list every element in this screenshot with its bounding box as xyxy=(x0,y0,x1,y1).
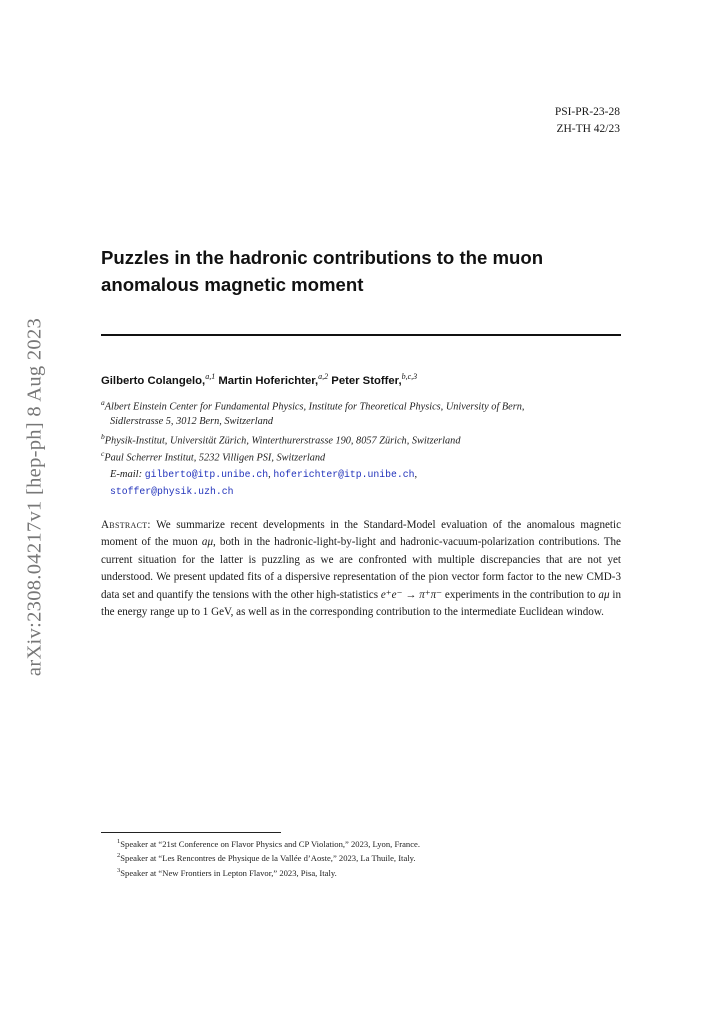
abstract xyxy=(101,517,621,621)
affiliation-text: Albert Einstein Center for Fundamental Physics, Institute for Theoretical Physics, University of Bern, xyxy=(104,401,525,413)
footnote-text: Speaker at “21st Conference on Flavor Physics and CP Violation,” 2023, Lyon, France. xyxy=(120,838,420,849)
footnote-mark: 3 xyxy=(117,866,121,874)
author-sup: b,c,3 xyxy=(401,372,418,381)
author-sup: a,1 xyxy=(205,372,216,381)
footnote-text: Speaker at “Les Rencontres de Physique de la Vallée d’Aoste,” 2023, La Thuile, Italy. xyxy=(120,853,416,864)
affiliation-text: Physik-Institut, Universität Zürich, Winterthurerstrasse 190, 8057 Zürich, Switzerland xyxy=(104,435,461,447)
report-number: ZH-TH 42/23 xyxy=(556,123,620,135)
affiliation-text: Paul Scherrer Institut, 5232 Villigen PSI, Switzerland xyxy=(104,452,326,464)
footnotes xyxy=(117,836,420,879)
affiliation-mark: c xyxy=(101,449,105,458)
abstract-text: experiments in the contribution to xyxy=(442,588,599,601)
abstract-text: in the energy range up to 1 GeV, as well as in the corresponding contribution to the intermediate Euclidean window. xyxy=(101,588,622,619)
author-name: Peter Stoffer, xyxy=(331,374,402,387)
abstract-label: Abstract: xyxy=(101,519,151,531)
footnote-mark: 2 xyxy=(117,852,121,860)
email-label: E-mail: xyxy=(110,469,143,480)
affiliation-mark: a xyxy=(101,398,105,407)
email-link[interactable]: stoffer@physik.uzh.ch xyxy=(110,486,234,497)
footnote-rule xyxy=(101,832,281,833)
author-list xyxy=(101,372,417,387)
footnote xyxy=(117,836,420,850)
math-a-mu: aμ xyxy=(598,588,610,601)
affiliation-text: Sidlerstrasse 5, 3012 Bern, Switzerland xyxy=(110,415,274,427)
arxiv-stamp-text: arXiv:2308.04217v1 [hep-ph] 8 Aug 2023 xyxy=(23,317,46,677)
author-name: Gilberto Colangelo, xyxy=(101,374,206,387)
report-numbers xyxy=(555,104,620,138)
footnote xyxy=(117,865,420,879)
math-a-mu: aμ xyxy=(201,536,214,549)
email-block: E-mail: gilberto@itp.unibe.ch, hoferichter@itp.unibe.ch, stoffer@physik.uzh.ch xyxy=(110,469,418,497)
title-line: anomalous magnetic moment xyxy=(101,274,364,295)
email-link[interactable]: hoferichter@itp.unibe.ch xyxy=(273,469,415,480)
author-name: Martin Hoferichter, xyxy=(218,374,319,387)
author-sup: a,2 xyxy=(318,372,329,381)
footnote xyxy=(117,850,420,864)
affiliation-mark: b xyxy=(101,432,105,441)
abstract-text: We summarize recent developments in the Standard-Model evaluation of the anomalous magnetic moment of the muon xyxy=(101,519,621,549)
abstract-text: , both in the hadronic-light-by-light and hadronic-vacuum-polarization contributions. The current situation for the latter is puzzling as we are confronted with multiple discrepancies that are not yet understood. We present updated fits of a dispersive representation of the pion vector form factor to the new CMD-3 data set and quantify the tensions with the other high-statistics xyxy=(101,536,621,601)
paper-title xyxy=(101,244,621,298)
title-line: Puzzles in the hadronic contributions to the muon xyxy=(101,247,544,268)
affiliation xyxy=(101,396,621,429)
title-rule xyxy=(101,334,621,336)
math-process: e⁺e⁻ → π⁺π⁻ xyxy=(380,588,443,601)
footnote-mark: 1 xyxy=(117,838,121,845)
email-link[interactable]: gilberto@itp.unibe.ch xyxy=(144,469,269,480)
report-number: PSI-PR-23-28 xyxy=(554,106,620,118)
affiliation xyxy=(101,447,621,466)
footnote-text: Speaker at “New Frontiers in Lepton Flavor,” 2023, Pisa, Italy. xyxy=(120,867,337,878)
